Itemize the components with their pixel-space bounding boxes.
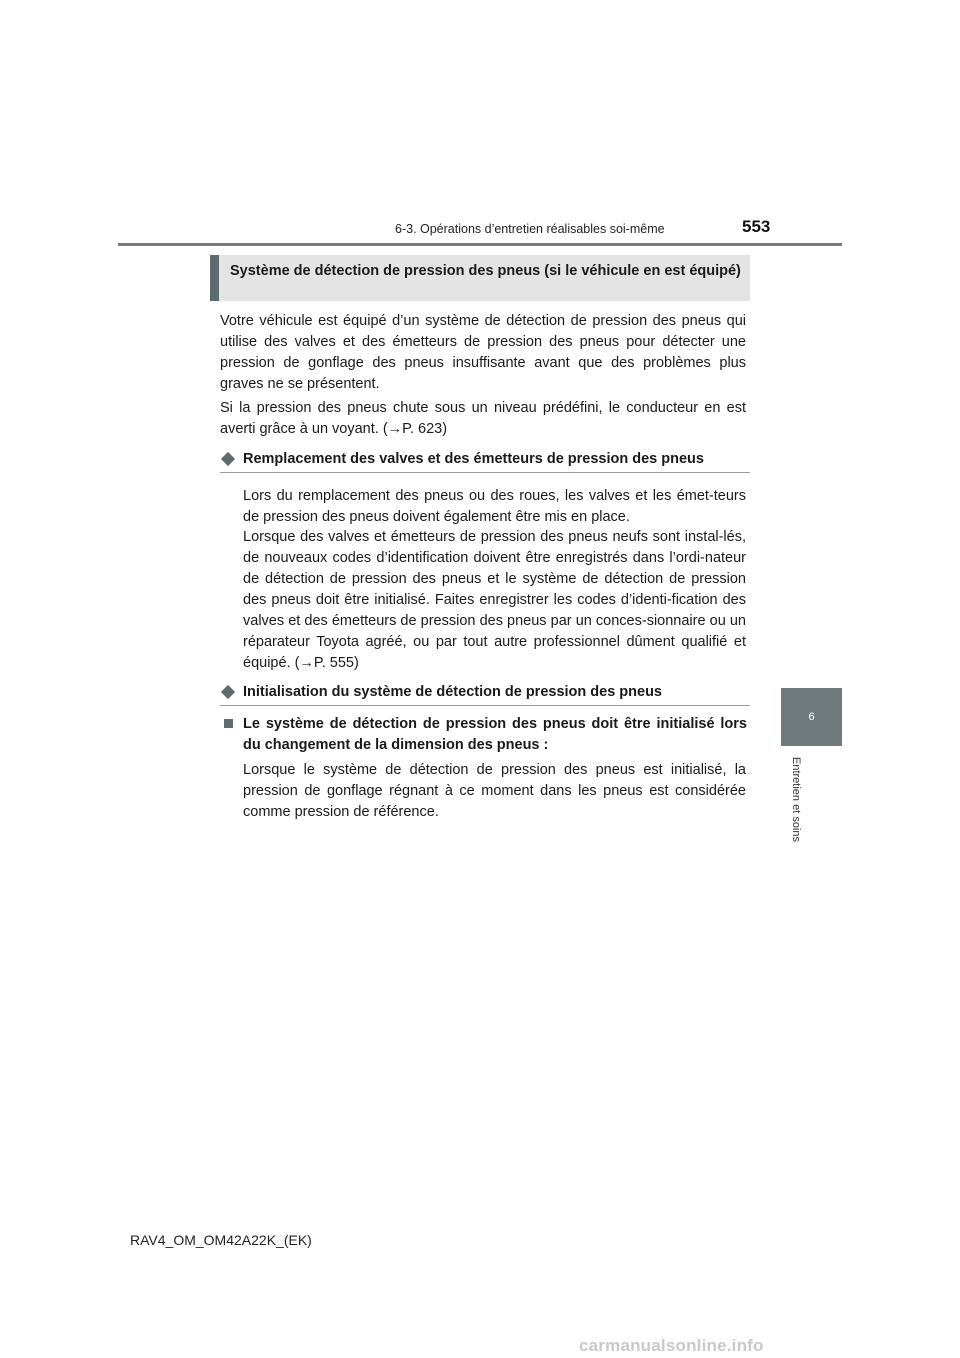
- square-bullet-icon: [224, 719, 233, 728]
- subsection-title-1: Remplacement des valves et des émetteurs de pression des pneus: [243, 451, 704, 467]
- intro-paragraph-1: Votre véhicule est équipé d’un système de détection de pression des pneus qui utilise des valves et des émetteurs de pression des pneus pour détecter une pression de gonflage des pneus insuffisante avant que des problèmes plus graves ne se présentent.: [220, 313, 746, 392]
- bullet-heading: [224, 714, 747, 756]
- chapter-number: 6: [808, 711, 815, 723]
- subsection1-paragraph-2: Lorsque des valves et émetteurs de pression des pneus neufs sont instal-lés, de nouveaux codes d’identification doivent être enregistrés dans l’ordi-nateur de détection de pression des pneus et le système de détection de pression des pneus doit être initialisé. Faites enregistrer les codes d’identi-fication des valves et des émetteurs de pression des pneus par un conces-sionnaire ou un réparateur Toyota agréé, ou par tout autre professionnel dûment qualifié et équipé. (→P. 555): [243, 529, 746, 671]
- header-divider: [118, 243, 842, 246]
- chapter-tab: [781, 688, 842, 746]
- subsection-title-2: Initialisation du système de détection de pression des pneus: [243, 684, 662, 700]
- subsection-heading-2: [220, 684, 750, 706]
- subsection1-paragraph-1: Lors du remplacement des pneus ou des roues, les valves et les émet-teurs de pression des pneus doivent également être mis en place.: [243, 488, 746, 525]
- diamond-bullet-icon: [221, 452, 235, 466]
- section-title-box: [210, 255, 750, 301]
- subsection2-paragraph: Lorsque le système de détection de pression des pneus est initialisé, la pression de gonflage régnant à ce moment dans les pneus est considérée comme pression de référence.: [243, 762, 746, 820]
- bullet-heading-text: Le système de détection de pression des pneus doit être initialisé lors du changement de la dimension des pneus :: [243, 716, 747, 753]
- document-code: RAV4_OM_OM42A22K_(EK): [130, 1232, 312, 1248]
- section-title: Système de détection de pression des pneus (si le véhicule en est équipé): [230, 263, 741, 279]
- intro-paragraph-2: Si la pression des pneus chute sous un niveau prédéfini, le conducteur en est averti grâce à un voyant. (→P. 623): [220, 400, 746, 437]
- subsection-heading-1: [220, 451, 750, 473]
- header-section-title: 6-3. Opérations d’entretien réalisables soi-même: [395, 222, 665, 236]
- page-number: 553: [742, 217, 771, 236]
- diamond-bullet-icon: [221, 685, 235, 699]
- watermark-text: carmanualsonline.info: [579, 1336, 764, 1355]
- chapter-label: Entretien et soins: [790, 757, 802, 842]
